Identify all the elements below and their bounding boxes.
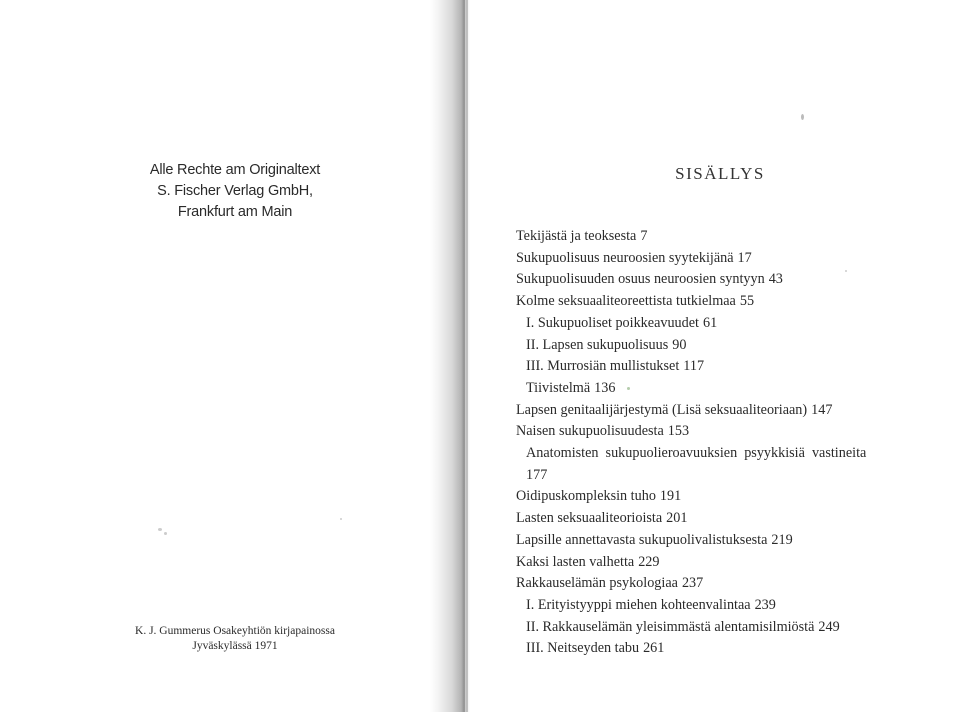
left-page bbox=[0, 0, 464, 712]
toc-entry-page: 239 bbox=[754, 596, 776, 613]
toc-entry bbox=[516, 421, 936, 443]
toc-entry bbox=[516, 269, 936, 291]
toc-entry-title: Sukupuolisuus neuroosien syytekijänä bbox=[516, 249, 734, 266]
toc-entry bbox=[516, 508, 936, 530]
paper-speck bbox=[845, 270, 847, 272]
toc-entry-page: 61 bbox=[703, 314, 718, 331]
toc-entry-page: 117 bbox=[683, 358, 705, 375]
toc-entry-title: Anatomisten sukupuolieroavuuksien psyykkisiä vastineita bbox=[526, 445, 867, 462]
printer-imprint bbox=[90, 624, 380, 654]
toc-entry-title: Oidipuskompleksin tuho bbox=[516, 488, 656, 505]
toc-subentry bbox=[516, 617, 936, 639]
toc-entry bbox=[516, 552, 936, 574]
toc-entry-page: 90 bbox=[672, 336, 687, 353]
toc-entry-page: 219 bbox=[771, 531, 793, 548]
toc-heading: SISÄLLYS bbox=[675, 164, 765, 183]
toc-entry-page: 55 bbox=[739, 293, 755, 310]
toc-entry-page: 17 bbox=[737, 249, 752, 266]
toc-entry bbox=[516, 226, 936, 248]
toc-entry bbox=[516, 248, 936, 270]
book-gutter bbox=[430, 0, 470, 712]
toc-subentry-continuation bbox=[516, 465, 936, 487]
toc-entry-page: 201 bbox=[666, 510, 688, 527]
copyright-line: S. Fischer Verlag GmbH, bbox=[157, 183, 313, 199]
toc-entry bbox=[516, 573, 936, 595]
toc-entry-title: III. Murrosiän mullistukset bbox=[526, 358, 680, 375]
toc-subentry bbox=[516, 638, 936, 660]
toc-entry bbox=[516, 291, 936, 313]
toc-entry-title: II. Lapsen sukupuolisuus bbox=[526, 336, 669, 353]
toc-entry-title: Rakkauselämän psykologiaa bbox=[516, 575, 678, 592]
toc-entry-title: Tiivistelmä bbox=[526, 379, 591, 396]
paper-speck bbox=[627, 387, 630, 390]
toc-subentry bbox=[516, 335, 936, 357]
printer-line: K. J. Gummerus Osakeyhtiön kirjapainossa bbox=[135, 625, 335, 637]
copyright-line: Frankfurt am Main bbox=[177, 204, 293, 220]
toc-entry-page: 229 bbox=[638, 553, 660, 570]
toc-entry-page: 249 bbox=[818, 618, 840, 635]
toc-entry-title: Tekijästä ja teoksesta bbox=[516, 228, 637, 244]
paper-speck bbox=[340, 518, 342, 520]
copyright-notice bbox=[100, 160, 370, 223]
toc-entry-title: I. Sukupuoliset poikkeavuudet bbox=[526, 314, 699, 331]
printer-line: Jyväskylässä 1971 bbox=[192, 640, 278, 652]
toc-entry-title: II. Rakkauselämän yleisimmästä alentamisilmiöstä bbox=[526, 618, 815, 635]
toc-entry-page: 43 bbox=[768, 271, 783, 288]
toc-entry bbox=[516, 530, 936, 552]
paper-speck bbox=[158, 528, 162, 531]
toc-entry-page: 7 bbox=[640, 228, 648, 244]
toc-entry-title: Lasten seksuaaliteorioista bbox=[516, 510, 663, 527]
toc-entry-title: Kolme seksuaaliteoreettista tutkielmaa bbox=[516, 293, 736, 310]
toc-entry bbox=[516, 486, 936, 508]
toc-entry-title: I. Erityistyyppi miehen kohteenvalintaa bbox=[526, 596, 751, 613]
right-page bbox=[470, 0, 960, 712]
toc-entry bbox=[516, 400, 936, 422]
toc-subentry bbox=[516, 356, 936, 378]
toc-entry-page: 237 bbox=[681, 575, 704, 592]
paper-speck bbox=[164, 532, 167, 535]
toc-entry-page: 136 bbox=[594, 379, 616, 396]
toc-entry-title: Sukupuolisuuden osuus neuroosien syntyyn bbox=[516, 271, 765, 288]
toc-subentry bbox=[516, 313, 936, 335]
table-of-contents bbox=[516, 226, 936, 660]
toc-entry-page: 177 bbox=[526, 466, 548, 483]
toc-entry-title: Lapsille annettavasta sukupuolivalistuksesta bbox=[516, 531, 768, 548]
toc-entry-title: Lapsen genitaalijärjestymä (Lisä seksuaaliteoriaan) bbox=[516, 401, 808, 418]
toc-entry-page: 261 bbox=[643, 640, 665, 657]
toc-entry-title: III. Neitseyden tabu bbox=[526, 640, 640, 657]
gutter-fold bbox=[466, 0, 468, 712]
toc-entry-page: 147 bbox=[811, 401, 833, 418]
paper-speck bbox=[801, 114, 804, 120]
toc-subentry bbox=[516, 443, 936, 465]
toc-subentry bbox=[516, 595, 936, 617]
toc-entry-title: Naisen sukupuolisuudesta bbox=[516, 423, 664, 440]
toc-subentry bbox=[516, 378, 936, 400]
toc-entry-title: Kaksi lasten valhetta bbox=[516, 553, 635, 570]
copyright-line: Alle Rechte am Originaltext bbox=[149, 162, 321, 178]
toc-entry-page: 153 bbox=[667, 423, 690, 440]
toc-entry-page: 191 bbox=[659, 488, 682, 505]
